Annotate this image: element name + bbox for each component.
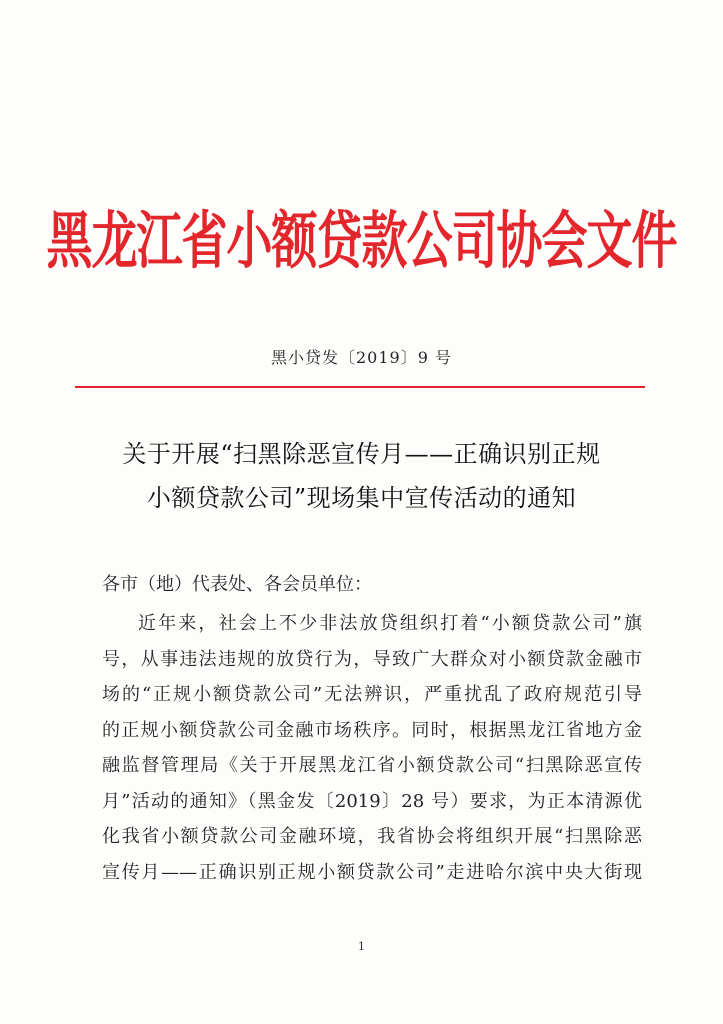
notice-title: [60, 432, 663, 520]
body-line: 近年来，社会上不少非法放贷组织打着“小额贷款公司”旗: [138, 613, 642, 634]
body-line: 的正规小额贷款公司金融市场秩序。同时，根据黑龙江省地方金: [102, 719, 642, 741]
body-line: 号，从事违法违规的放贷行为，导致广大群众对小额贷款金融市: [102, 648, 642, 670]
organization-header-title: 黑龙江省小额贷款公司协会文件: [46, 204, 677, 277]
body-line: 月”活动的通知》（黑金发〔2019〕28 号）要求，为正本清源优: [102, 790, 642, 812]
body-line: 融监督管理局《关于开展黑龙江省小额贷款公司“扫黑除恶宣传: [102, 755, 642, 776]
notice-title-line: 小额贷款公司”现场集中宣传活动的通知: [146, 484, 577, 512]
page-number: 1: [358, 940, 365, 953]
body-line: 宣传月——正确识别正规小额贷款公司”走进哈尔滨中央大街现: [102, 861, 642, 883]
notice-title-line: 关于开展“扫黑除恶宣传月——正确识别正规: [122, 440, 601, 468]
body-line: 化我省小额贷款公司金融环境，我省协会将组织开展“扫黑除恶: [102, 826, 642, 847]
salutation: 各市（地）代表处、各会员单位：: [102, 574, 372, 595]
body-line: 场的“正规小额贷款公司”无法辨识，严重扰乱了政府规范引导: [102, 684, 642, 705]
red-divider-line: [75, 386, 645, 388]
body-paragraph: [102, 606, 642, 890]
document-number: 黑小贷发〔2019〕9 号: [271, 348, 452, 367]
